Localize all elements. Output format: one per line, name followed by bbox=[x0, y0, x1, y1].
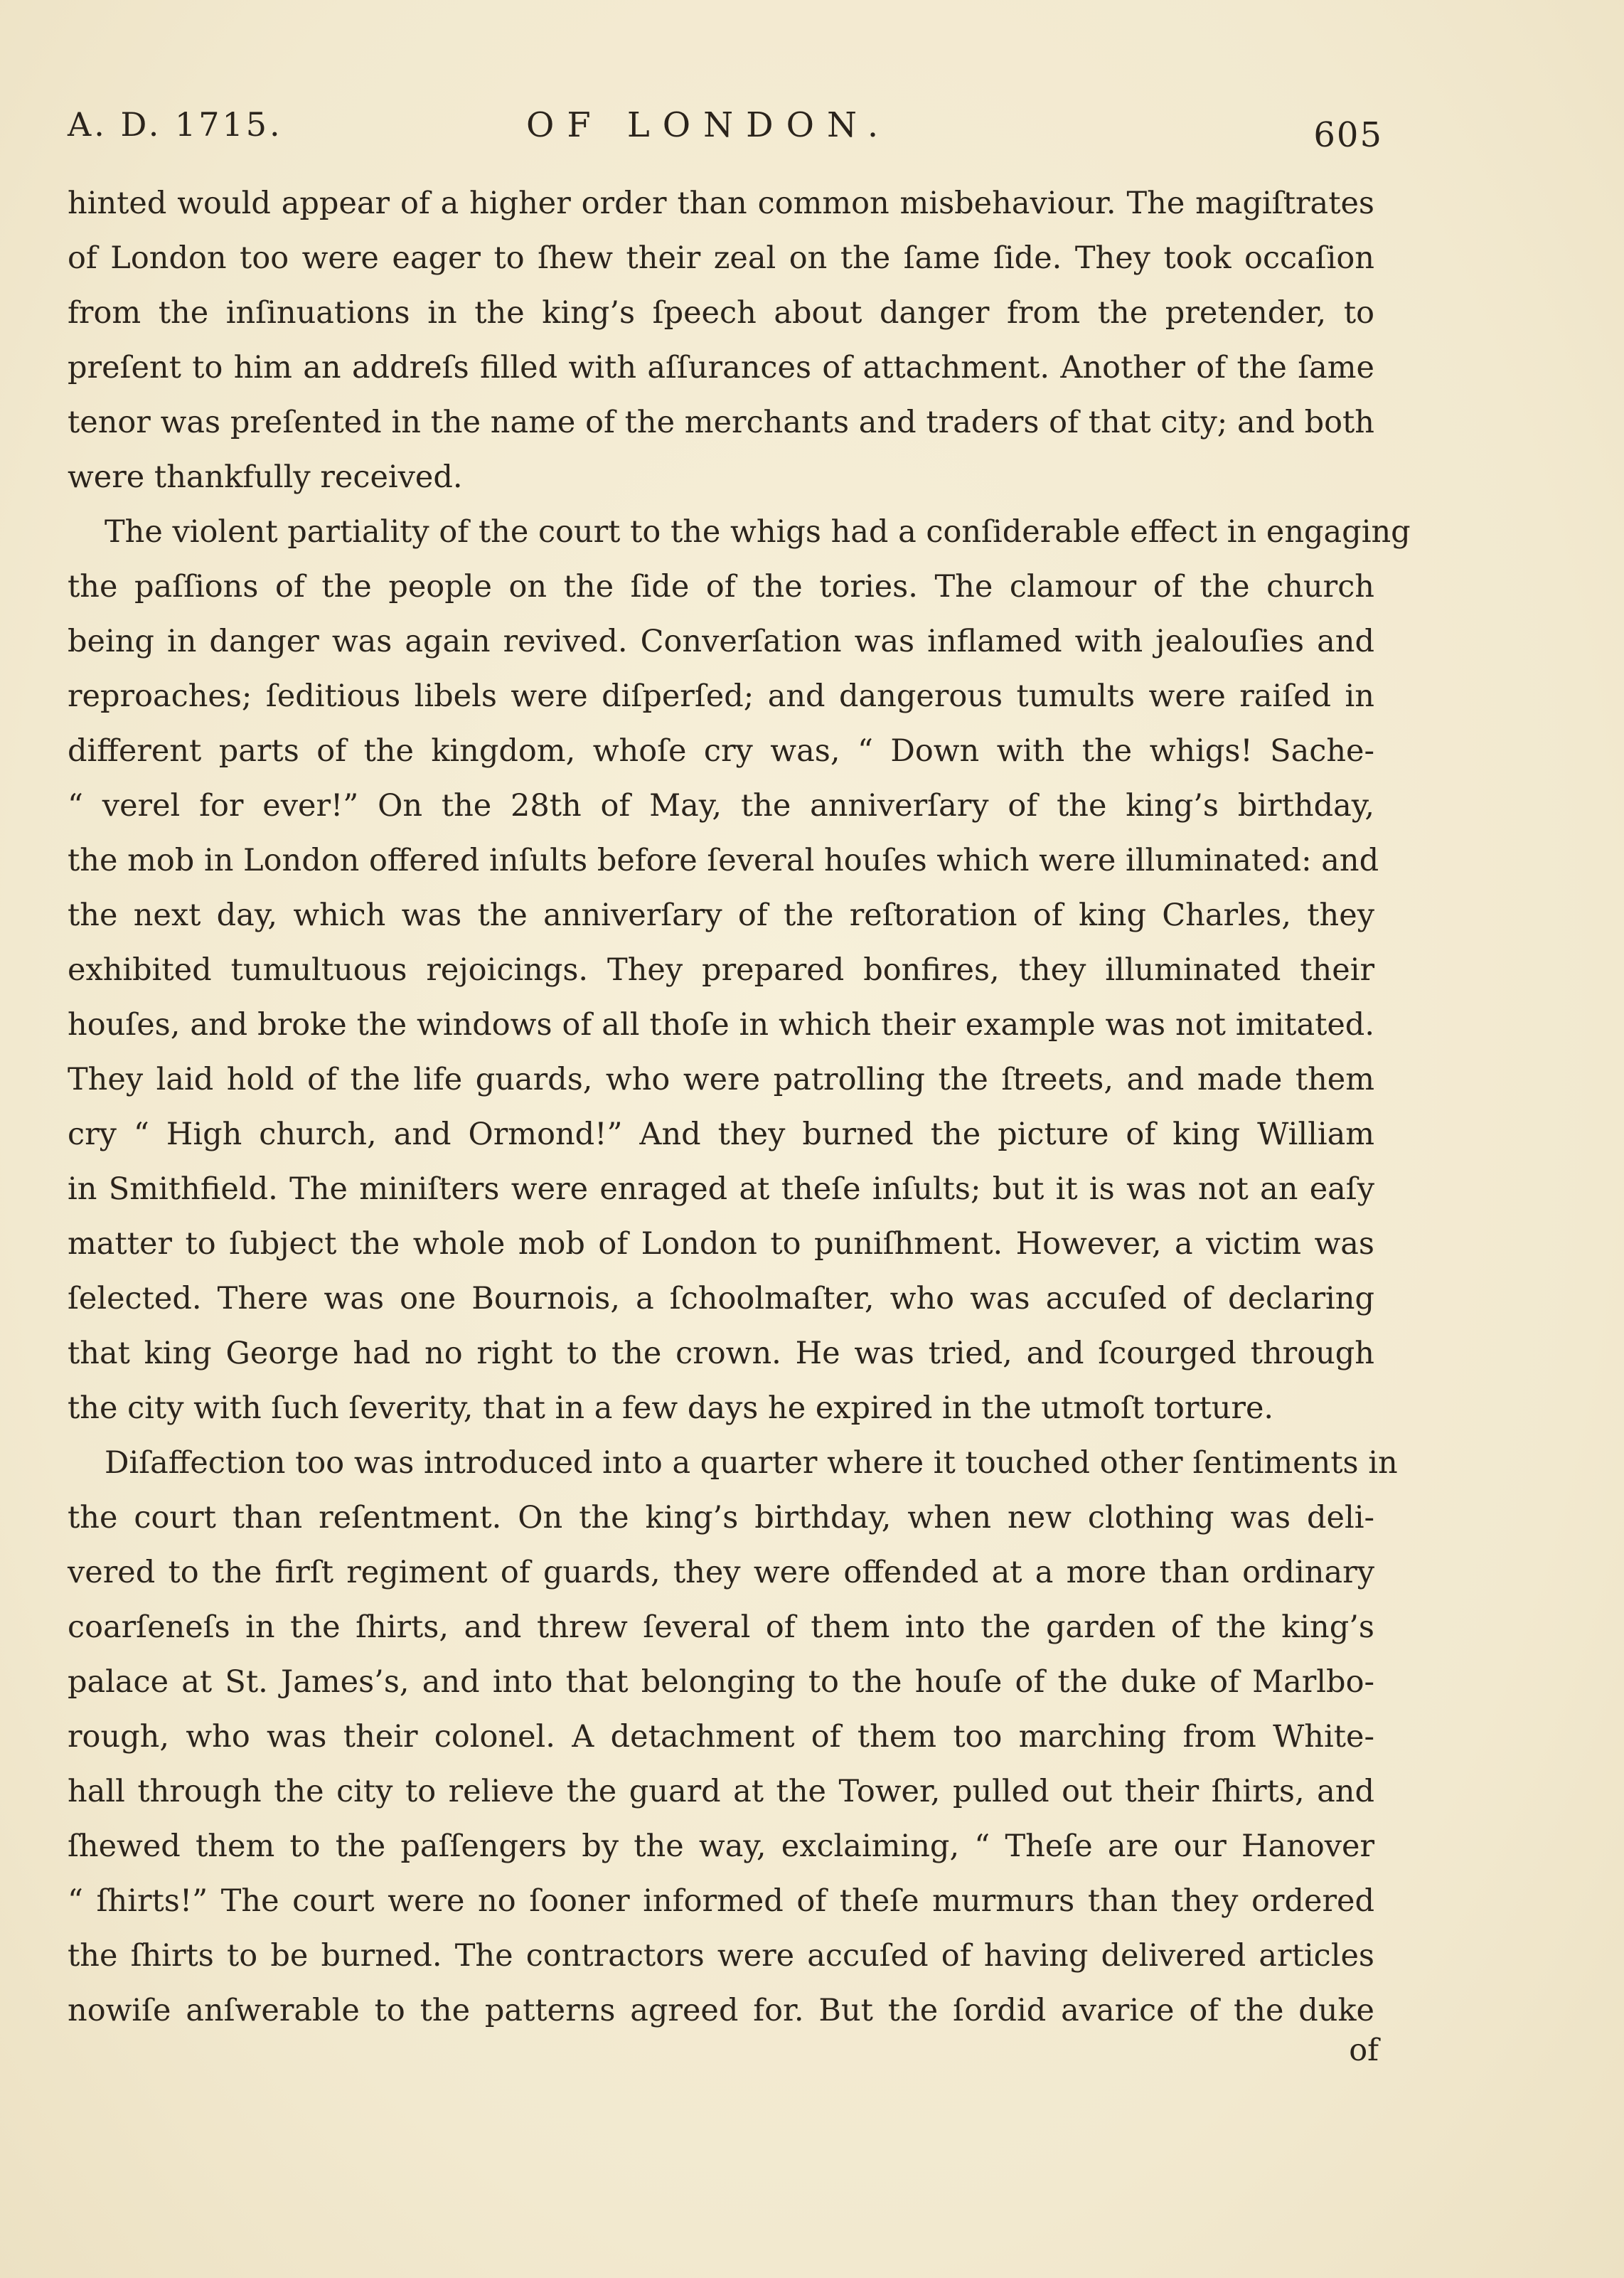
text-line: nowiſe anſwerable to the patterns agreed for. But the ſordid avarice of the duke bbox=[68, 1993, 1374, 2028]
header-year: A. D. 1715. bbox=[68, 105, 283, 144]
text-line: cry “ High church, and Ormond!” And they burned the picture of king William bbox=[68, 1117, 1374, 1152]
text-line: palace at St. James’s, and into that belonging to the houſe of the duke of Marlbo- bbox=[68, 1664, 1374, 1700]
text-line: the next day, which was the anniverſary of the reſtoration of king Charles, they bbox=[68, 898, 1374, 933]
text-line: the mob in London offered inſults before ſeveral houſes which were illuminated: and bbox=[68, 843, 1379, 878]
text-line: rough, who was their colonel. A detachment of them too marching from White- bbox=[68, 1719, 1374, 1755]
text-line: vered to the firſt regiment of guards, they were offended at a more than ordinary bbox=[68, 1555, 1374, 1590]
text-line: “ verel for ever!” On the 28th of May, the anniverſary of the king’s birthday, bbox=[68, 788, 1374, 824]
text-line: that king George had no right to the crown. He was tried, and ſcourged through bbox=[68, 1336, 1374, 1371]
text-line: “ ſhirts!” The court were no ſooner informed of theſe murmurs than they ordered bbox=[68, 1883, 1374, 1919]
text-line: coarſeneſs in the ſhirts, and threw ſeveral of them into the garden of the king’s bbox=[68, 1609, 1374, 1645]
text-line: from the inſinuations in the king’s ſpeech about danger from the pretender, to bbox=[68, 295, 1374, 331]
running-header bbox=[68, 105, 1383, 162]
header-title: OF LONDON. bbox=[526, 105, 892, 145]
text-line: were thankfully received. bbox=[68, 459, 463, 495]
text-line: in Smithfield. The miniſters were enraged at theſe inſults; but it is was not an eaſy bbox=[68, 1171, 1374, 1207]
text-line: exhibited tumultuous rejoicings. They prepared bonfires, they illuminated their bbox=[68, 952, 1374, 988]
text-line: reproaches; ſeditious libels were diſperſed; and dangerous tumults were raiſed in bbox=[68, 678, 1374, 714]
text-line: the court than reſentment. On the king’s birthday, when new clothing was deli- bbox=[68, 1500, 1374, 1535]
text-line: ſelected. There was one Bournois, a ſchoolmaſter, who was accuſed of declaring bbox=[68, 1281, 1374, 1316]
text-line: preſent to him an addreſs filled with aſſurances of attachment. Another of the ſame bbox=[68, 350, 1374, 385]
text-line: They laid hold of the life guards, who were patrolling the ſtreets, and made them bbox=[68, 1062, 1374, 1097]
text-line: being in danger was again revived. Converſation was inflamed with jealouſies and bbox=[68, 624, 1374, 659]
text-line: Diſaffection too was introduced into a quarter where it touched other ſentiments in bbox=[105, 1445, 1398, 1481]
text-line: houſes, and broke the windows of all thoſe in which their example was not imitated. bbox=[68, 1007, 1374, 1043]
text-line: hinted would appear of a higher order than common misbehaviour. The magiſtrates bbox=[68, 186, 1374, 221]
text-line: The violent partiality of the court to the whigs had a conſiderable effect in engaging bbox=[105, 514, 1411, 550]
text-line: the paſſions of the people on the ſide of the tories. The clamour of the church bbox=[68, 569, 1374, 605]
text-line: matter to ſubject the whole mob of London to puniſhment. However, a victim was bbox=[68, 1226, 1374, 1262]
text-line: ſhewed them to the paſſengers by the way, exclaiming, “ Theſe are our Hanover bbox=[68, 1829, 1374, 1864]
text-line: hall through the city to relieve the guard at the Tower, pulled out their ſhirts, and bbox=[68, 1774, 1374, 1809]
text-line: the city with ſuch ſeverity, that in a few days he expired in the utmoſt torture. bbox=[68, 1390, 1274, 1426]
catchword: of bbox=[1349, 2033, 1379, 2068]
page-number: 605 bbox=[1313, 115, 1383, 155]
body-text bbox=[68, 176, 1411, 2038]
text-line: the ſhirts to be burned. The contractors were accuſed of having delivered articles bbox=[68, 1938, 1374, 1974]
text-line: different parts of the kingdom, whoſe cry was, “ Down with the whigs! Sache- bbox=[68, 733, 1374, 769]
text-line: of London too were eager to ſhew their zeal on the ſame ſide. They took occaſion bbox=[68, 240, 1374, 276]
text-line: tenor was preſented in the name of the merchants and traders of that city; and both bbox=[68, 405, 1374, 440]
